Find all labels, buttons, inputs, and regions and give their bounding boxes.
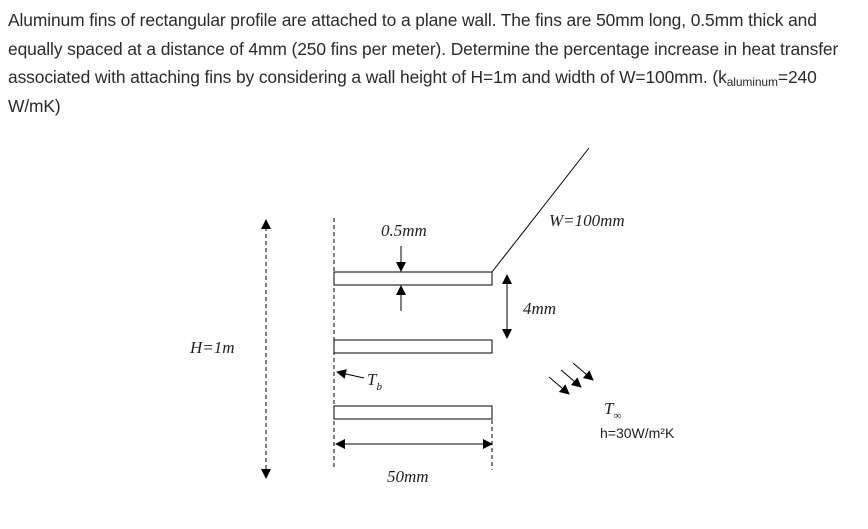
- convection-arrow-2: [561, 370, 581, 387]
- k-subscript: aluminum: [726, 75, 778, 90]
- ambient-temp-sub: ∞: [613, 410, 622, 422]
- ambient-temp-main: T: [604, 399, 614, 418]
- problem-text: Aluminum fins of rectangular profile are attached to a plane wall. The fins are 50mm long, 0.5mm thick and equally spaced at a distance of 4mm (250 fins per meter). Determine the percentage increase in heat transfer associated with attaching fins by considering a wall height of H=1m and width of W=100mm. (k: [8, 10, 839, 88]
- base-temp-label: [367, 370, 382, 393]
- length-label: 50mm: [387, 467, 429, 486]
- base-temp-arrow: [337, 372, 364, 378]
- height-label: H=1m: [190, 338, 235, 357]
- convection-label: h=30W/m²K: [600, 425, 675, 441]
- convection-arrow-1: [573, 363, 593, 380]
- convection-arrow-3: [549, 377, 569, 394]
- fin-3: [334, 406, 492, 419]
- base-temp-main: T: [367, 370, 377, 389]
- spacing-label: 4mm: [523, 299, 557, 318]
- problem-text-end: =240 W/mK): [8, 67, 817, 116]
- fin-1: [334, 272, 492, 285]
- base-temp-sub: b: [376, 381, 382, 393]
- thickness-label: 0.5mm: [381, 221, 427, 240]
- width-perspective-line: [492, 148, 589, 272]
- ambient-temp-label: [604, 399, 621, 422]
- fin-2: [334, 340, 492, 353]
- width-label: W=100mm: [549, 211, 625, 230]
